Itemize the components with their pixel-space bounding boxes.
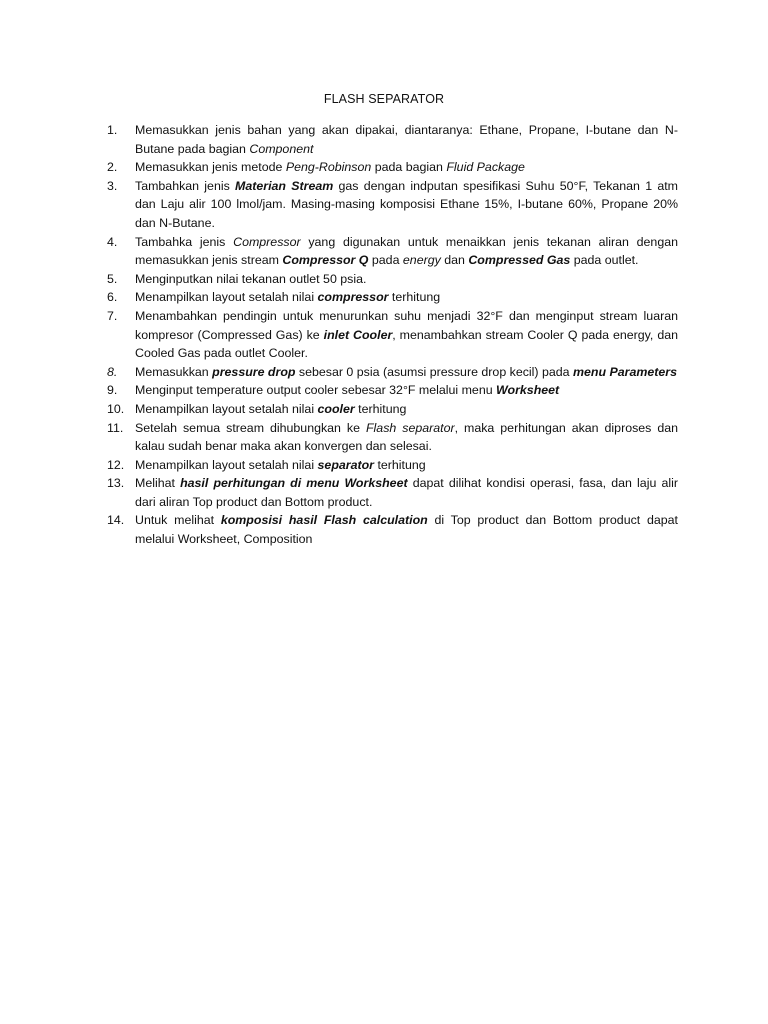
step-number: 6. [107,290,118,305]
step-text [135,383,559,397]
document-title: FLASH SEPARATOR [323,92,445,106]
step-text-italic: Compressor [233,234,301,249]
step-text [135,235,678,268]
step-number: 8. [107,364,118,379]
step-item [107,381,678,400]
step-text-bold-italic: komposisi hasil Flash calculation [220,513,428,528]
step-text-plain: , menambahkan stream Cooler Q pada energy, dan Cooled Gas pada outlet Cooler. [135,327,678,361]
step-item [107,511,678,548]
step-text-plain: Menginput temperature output cooler sebesar 32°F melalui menu [135,383,497,398]
step-number: 9. [107,383,118,398]
step-number: 10. [107,401,125,416]
step-text-bold-italic: Worksheet [496,383,560,398]
step-text-plain: Memasukkan jenis bahan yang akan dipakai, diantaranya: Ethane, Propane, I-butane dan N-Butane pada bagian [135,123,678,156]
step-text-italic: Flash separator [365,420,455,435]
step-text-plain: Menginputkan nilai tekanan outlet 50 psia. [135,271,367,286]
step-text-bold-italic: Compressor Q [282,253,369,268]
step-text-bold-italic: menu Parameters [573,364,678,379]
step-item [107,270,678,289]
step-item [107,400,678,419]
step-number: 1. [107,123,118,137]
step-text-plain: di Top product dan Bottom product dapat melalui Worksheet, Composition [135,513,678,547]
step-text [135,290,440,304]
step-text-plain: Memasukkan jenis metode [135,160,286,175]
step-text-plain: gas dengan indputan spesifikasi Suhu 50°F, Tekanan 1 atm dan Laju alir 100 lmol/jam. Masing-masing komposisi Ethane 15%, I-butane 60%, Propane 20% dan N-Butane. [135,178,678,230]
step-item [107,456,678,475]
step-text [135,365,677,379]
step-text-italic: energy [402,253,441,268]
step-text-plain: Setelah semua stream dihubungkan ke [135,420,366,435]
step-text-bold-italic: cooler [317,401,355,416]
step-item [107,288,678,307]
step-text [135,309,678,360]
step-text-plain: sebesar 0 psia (asumsi pressure drop kecil) pada [295,364,574,379]
step-text-bold-italic: compressor [317,290,389,305]
step-text-plain: , maka perhitungan akan diproses dan kalau sudah benar maka akan konvergen dan selesai. [135,420,679,454]
step-item [107,419,678,456]
step-text-plain: terhitung [388,290,441,305]
step-text-plain: Menampilkan layout setalah nilai [135,401,318,416]
step-number: 11. [107,420,124,435]
step-text [135,123,678,156]
step-item [107,158,678,177]
step-text [135,402,406,416]
step-text-plain: Menampilkan layout setalah nilai [135,290,318,305]
step-number: 4. [107,234,118,249]
step-text-bold-italic: hasil perhitungan di menu Worksheet [180,476,408,491]
step-text-italic: Component [249,141,314,156]
step-text [135,421,678,454]
step-text-plain: Melihat [135,476,181,491]
step-list [107,121,678,549]
step-text-plain: pada outlet. [570,253,639,268]
step-text-bold-italic: separator [317,457,375,472]
step-text-plain: dan [440,253,469,268]
step-text-italic: Peng-Robinson [285,160,372,175]
step-number: 13. [107,476,125,491]
step-text-bold-italic: inlet Cooler [323,327,393,342]
step-text [135,160,525,174]
step-number: 5. [107,271,118,286]
step-item [107,474,678,511]
step-text [135,272,366,286]
step-text-bold-italic: pressure drop [212,364,296,379]
step-text-plain: Tambahka jenis [135,234,234,249]
step-item [107,233,678,270]
step-number: 12. [107,457,125,472]
step-text [135,476,678,509]
step-text-plain: Untuk melihat [135,513,221,528]
step-text-plain: terhitung [354,401,407,416]
step-item [107,307,678,363]
step-text-plain: Tambahkan jenis [135,178,236,193]
step-text-plain: Menambahkan pendingin untuk menurunkan suhu menjadi 32°F dan menginput stream luaran kompresor (Compressed Gas) ke [135,308,678,342]
step-number: 14. [107,513,125,528]
step-item [107,177,678,233]
step-text [135,179,678,230]
step-item [107,363,678,382]
step-text-plain: pada bagian [371,160,447,175]
step-text-plain: terhitung [374,457,426,472]
step-item [107,121,678,158]
step-text-italic: Fluid Package [446,160,525,175]
step-text-bold-italic: Materian Stream [235,178,334,193]
step-number: 3. [107,178,118,193]
step-number: 7. [107,308,118,323]
step-text-plain: Memasukkan [135,364,213,379]
step-text [135,513,678,546]
step-text [135,458,426,472]
step-text-bold-italic: Compressed Gas [468,253,571,268]
step-text-plain: Menampilkan layout setalah nilai [135,457,318,472]
step-number: 2. [107,160,118,175]
step-text-plain: yang digunakan untuk menaikkan jenis tekanan aliran dengan memasukkan jenis stream [135,234,678,268]
step-text-plain: pada [368,253,403,268]
step-text-plain: dapat dilihat kondisi operasi, fasa, dan laju alir dari aliran Top product dan Bottom product. [135,476,678,509]
